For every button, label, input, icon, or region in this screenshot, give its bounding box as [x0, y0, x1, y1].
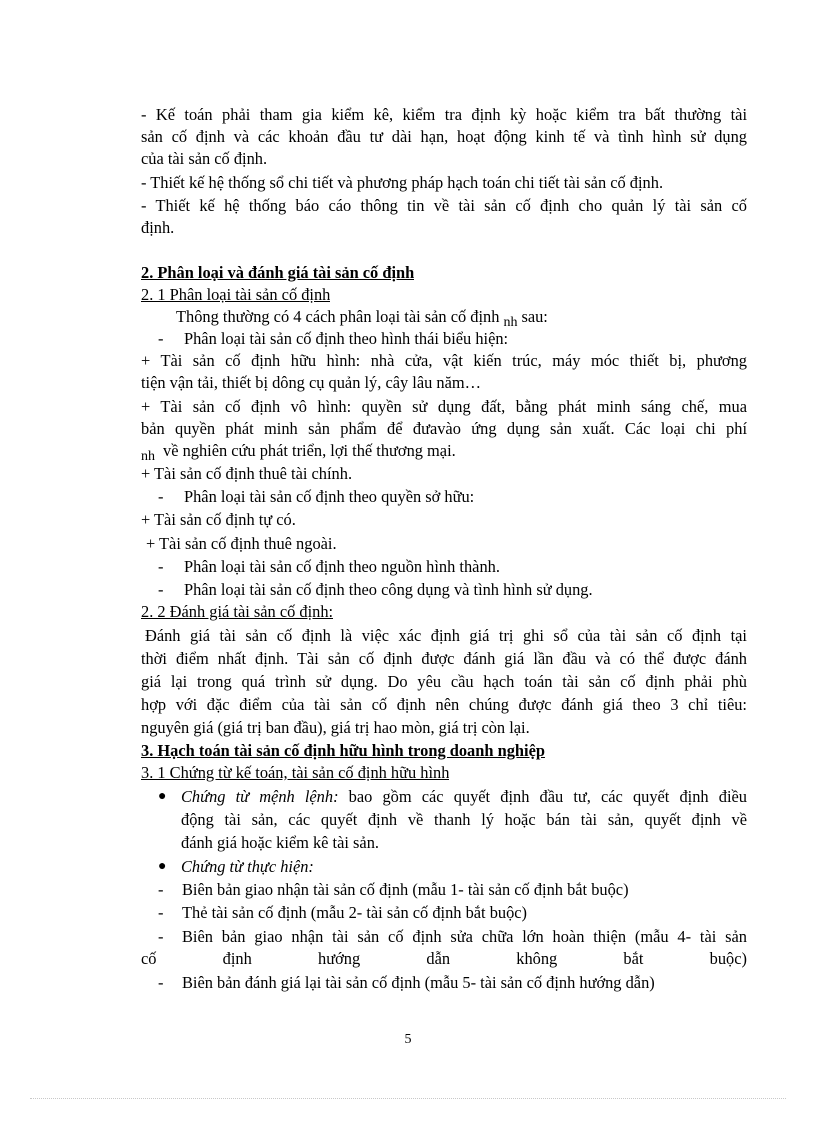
- body-line: cố định hướng dẫn không bắt buộc): [141, 949, 747, 968]
- body-line: bản quyền phát minh sản phẩm để đưavào ứng dụng sản xuất. Các loại chi phí: [141, 419, 747, 438]
- body-line: + Tài sản cố định tự có.: [141, 510, 296, 529]
- body-line: tiện vận tải, thiết bị dông cụ quản lý, cây lâu năm…: [141, 373, 482, 392]
- body-line: sản cố định và các khoản đầu tư dài hạn, hoạt động kinh tế và tình hình sử dụng: [141, 127, 747, 146]
- body-line: - Thiết kế hệ thống báo cáo thông tin về tài sản cố định cho quản lý tài sản cố: [141, 196, 747, 215]
- document-item: - Biên bản giao nhận tài sản cố định sửa chữa lớn hoàn thiện (mẫu 4- tài sản: [158, 927, 747, 946]
- body-line: + Tài sản cố định thuê tài chính.: [141, 464, 353, 483]
- list-item: Chứng từ mệnh lệnh: bao gồm các quyết định đầu tư, các quyết định điều: [181, 787, 747, 806]
- body-line: hợp với đặc điểm của tài sản cố định nên chúng được đánh giá theo 3 chỉ tiêu:: [141, 695, 747, 714]
- bullet-icon: ●: [158, 789, 167, 804]
- body-line: đánh giá hoặc kiểm kê tài sản.: [181, 833, 379, 852]
- body-line: nh về nghiên cứu phát triển, lợi thế thương mại.: [141, 441, 456, 464]
- body-line: của tài sản cố định.: [141, 149, 268, 168]
- document-item: - Biên bản giao nhận tài sản cố định (mẫu 1- tài sản cố định bắt buộc): [158, 880, 629, 899]
- body-line: định.: [141, 218, 175, 237]
- body-line: - Thiết kế hệ thống sổ chi tiết và phương pháp hạch toán chi tiết tài sản cố định.: [141, 173, 664, 192]
- bullet-icon: ●: [158, 859, 167, 874]
- document-item: - Biên bản đánh giá lại tài sản cố định (mẫu 5- tài sản cố định hướng dẫn): [158, 973, 655, 992]
- body-line: + Tài sản cố định thuê ngoài.: [146, 534, 337, 553]
- classification-item: - Phân loại tài sản cố định theo nguồn hình thành.: [158, 557, 500, 576]
- section-heading: 2. Phân loại và đánh giá tài sản cố định: [141, 263, 415, 282]
- body-line: + Tài sản cố định vô hình: quyền sử dụng đất, bằng phát minh sáng chế, mua: [141, 397, 747, 416]
- classification-item: - Phân loại tài sản cố định theo hình thái biểu hiện:: [158, 329, 509, 348]
- page-number: 5: [404, 1032, 412, 1047]
- body-line: + Tài sản cố định hữu hình: nhà cửa, vật kiến trúc, máy móc thiết bị, phương: [141, 351, 747, 370]
- document-item: - Thẻ tài sản cố định (mẫu 2- tài sản cố định bắt buộc): [158, 903, 528, 922]
- section-heading: 3. Hạch toán tài sản cố định hữu hình trong doanh nghiệp: [141, 741, 545, 760]
- body-line: thời điểm nhất định. Tài sản cố định được đánh giá lần đầu và có thể được đánh: [141, 649, 747, 668]
- body-line: Đánh giá tài sản cố định là việc xác định giá trị ghi sổ của tài sản cố định tại: [145, 626, 747, 645]
- body-line: động tài sản, các quyết định về thanh lý hoặc bán tài sản, quyết định về: [181, 810, 747, 829]
- classification-item: - Phân loại tài sản cố định theo quyền sở hữu:: [158, 487, 475, 506]
- subsection-heading: 2. 1 Phân loại tài sản cố định: [141, 285, 331, 304]
- page-bottom-divider: [30, 1098, 786, 1099]
- body-line: nguyên giá (giá trị ban đầu), giá trị hao mòn, giá trị còn lại.: [141, 718, 530, 737]
- subsection-heading: 2. 2 Đánh giá tài sản cố định:: [141, 602, 334, 621]
- intro-line: Thông thường có 4 cách phân loại tài sản cố định nh sau:: [176, 307, 548, 330]
- list-item: Chứng từ thực hiện:: [181, 857, 314, 876]
- classification-item: - Phân loại tài sản cố định theo công dụng và tình hình sử dụng.: [158, 580, 593, 599]
- body-line: giá lại trong quá trình sử dụng. Do yêu cầu hạch toán tài sản cố định phải phù: [141, 672, 747, 691]
- body-line: - Kế toán phải tham gia kiểm kê, kiểm tra định kỳ hoặc kiểm tra bất thường tài: [141, 105, 747, 124]
- subsection-heading: 3. 1 Chứng từ kế toán, tài sản cố định hữu hình: [141, 763, 450, 782]
